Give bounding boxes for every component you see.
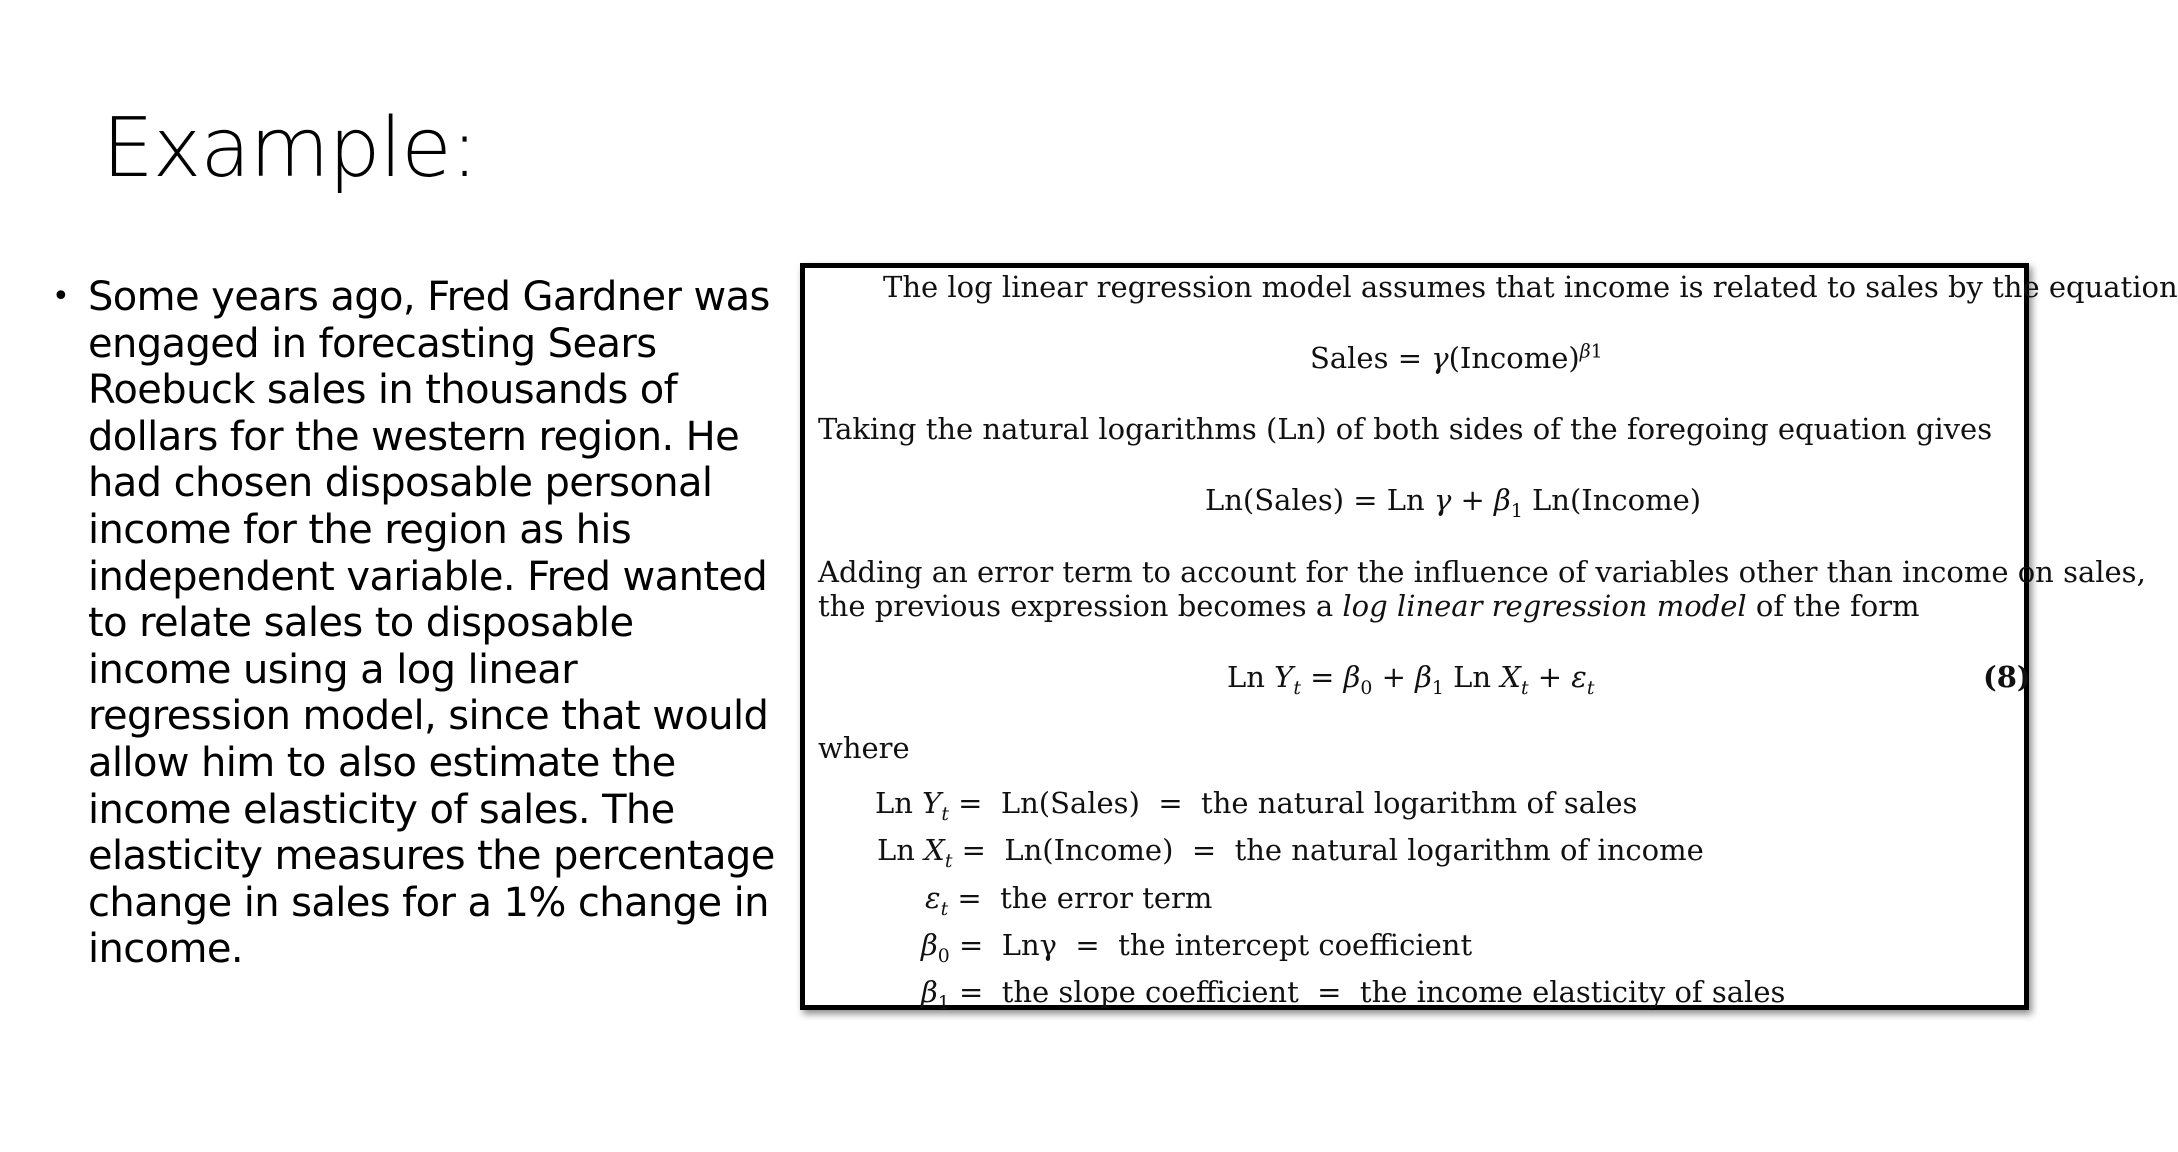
eq3-equals: = [1310,660,1335,694]
eq3-ln-1: Ln [1227,660,1265,694]
eq2-beta: β [1494,483,1511,517]
definition-row [921,975,1786,1014]
eq3-ln-2: Ln [1453,660,1492,694]
definition-text: = the slope coefficient = the income elasticity of sales [958,975,1786,1009]
bullet-dot: • [52,279,70,314]
eq2-plus: + [1460,483,1485,517]
definition-row [875,786,1638,825]
definition-row [921,928,1473,967]
eq3-x: X [1500,660,1521,694]
equation-log-linear-model [1227,660,1595,699]
figure-adding-error-line2 [818,589,1920,623]
eq2-ln: Ln [1386,483,1425,517]
bullet-text: Some years ago, Fred Gardner was engaged in forecasting Sears Roebuck sales in thousands of dollars for the western region. He had chosen disposable personal income for the region as his independent variable. Fred wanted to relate sales to disposable income using a log linear regression model, since that would allow him to also estimate the income elasticity of sales. The elasticity measures the percentage change in sales for a 1% change in income. [88,274,775,973]
definition-text: = Ln(Income) = the natural logarithm of income [961,833,1704,867]
eq2-beta-sub: 1 [1510,500,1523,522]
eq3-plus-2: + [1537,660,1563,694]
eq1-exponent-beta: β [1579,341,1591,363]
definition-row [925,881,1213,920]
eq3-beta0: β [1343,660,1361,694]
eq3-beta1: β [1415,660,1432,694]
definition-symbol: β [921,975,938,1009]
definition-symbol-prefix: Ln [877,833,915,867]
figure-adding-error-line1: Adding an error term to account for the influence of variables other than income on sales, [818,555,2146,589]
eq1-exponent-sub: 1 [1590,341,1603,363]
definition-symbol-sub: t [940,898,949,920]
adding-error-model-name: log linear regression model [1342,589,1747,623]
definition-symbol: ε [925,881,941,915]
definition-symbol-prefix: Ln [875,786,913,820]
figure-intro: The log linear regression model assumes that income is related to sales by the equation [883,270,2178,304]
eq2-lhs: Ln(Sales) [1205,483,1345,517]
definition-text: = Ln(Sales) = the natural logarithm of sales [958,786,1638,820]
eq3-plus-1: + [1381,660,1406,694]
definition-symbol: Y [922,786,942,820]
equation-log-sales [1205,483,1702,522]
definition-symbol-sub: t [941,803,949,825]
eq3-y-sub: t [1293,677,1301,699]
definition-row [877,833,1704,872]
definition-symbol-sub: 0 [937,945,950,967]
definition-symbol-sub: 1 [937,992,950,1014]
equation-figure [800,263,2178,1014]
definition-symbol: X [924,833,945,867]
eq3-beta1-sub: 1 [1431,677,1444,699]
adding-error-suffix: of the form [1755,589,1920,623]
eq3-epsilon-sub: t [1586,677,1595,699]
eq2-equals: = [1353,483,1378,517]
figure-where: where [818,731,910,765]
eq2-rhs: Ln(Income) [1532,483,1702,517]
eq1-gamma: γ [1431,341,1449,375]
eq3-epsilon: ε [1571,660,1587,694]
eq3-y: Y [1274,660,1294,694]
adding-error-prefix: the previous expression becomes a [818,589,1334,623]
definition-text: = Lnγ = the intercept coefficient [958,928,1473,962]
eq1-equals: = [1397,341,1423,375]
eq3-beta0-sub: 0 [1360,677,1373,699]
equation-number: (8) [1983,660,2031,694]
eq2-gamma: γ [1433,483,1452,517]
bullet-item [52,274,782,973]
eq3-x-sub: t [1520,677,1529,699]
eq1-lhs: Sales [1310,341,1389,375]
eq1-income: (Income) [1448,341,1580,375]
definition-symbol-sub: t [944,850,953,872]
figure-taking-logs: Taking the natural logarithms (Ln) of both sides of the foregoing equation gives [818,412,1993,446]
equation-sales [1310,341,1603,375]
definition-text: = the error term [957,881,1213,915]
slide-title: Example: [102,101,478,196]
definition-symbol: β [921,928,938,962]
